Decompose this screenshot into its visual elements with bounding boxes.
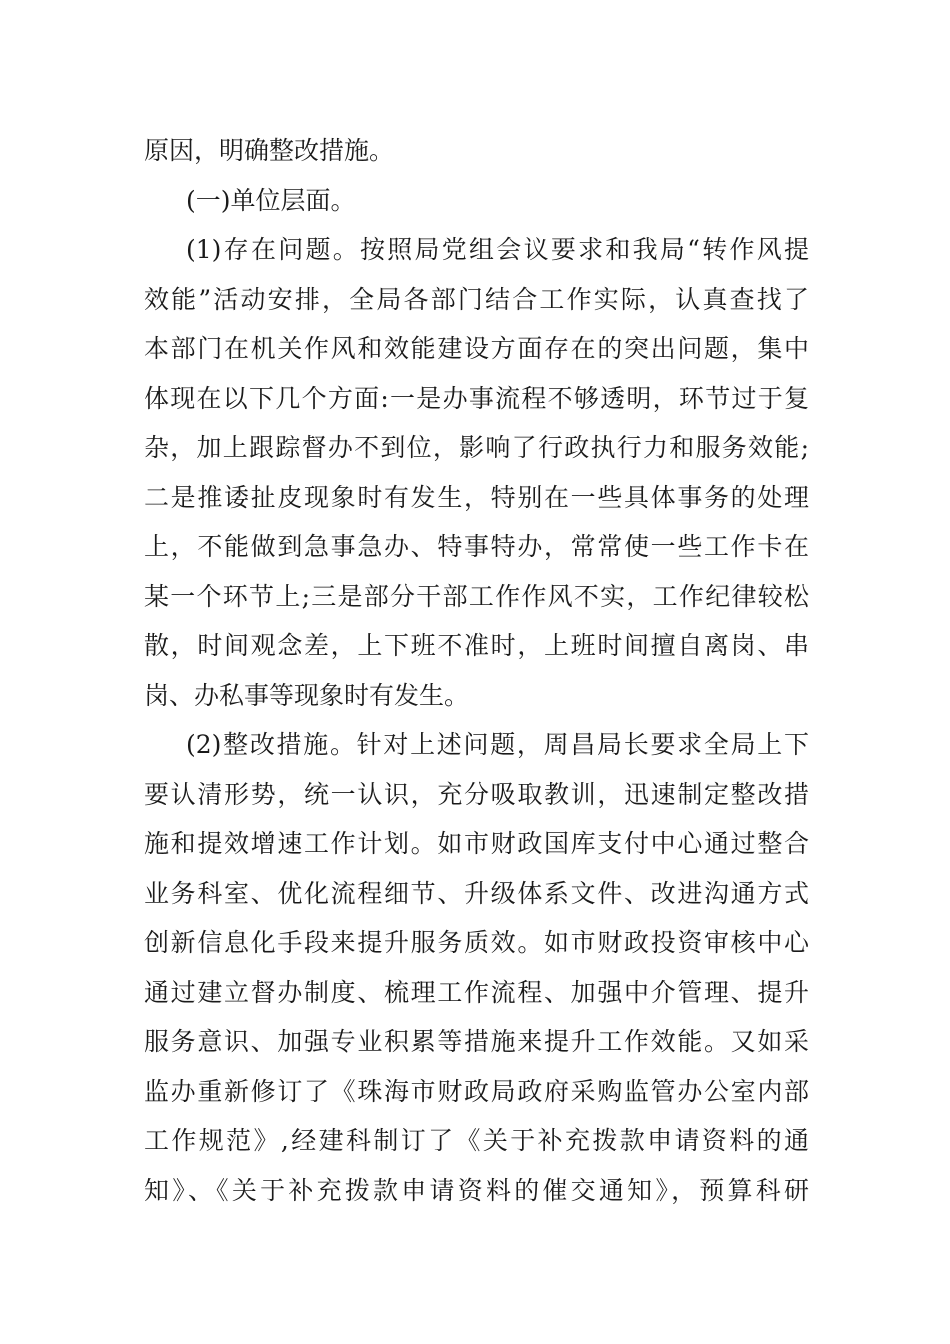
section-heading: (一)单位层面。 bbox=[186, 186, 356, 215]
text-line: (2)整改措施。针对上述问题，周昌局长要求全局上下 bbox=[186, 730, 809, 759]
text-line: 原因，明确整改措施。 bbox=[144, 136, 395, 165]
text-line: 上，不能做到急事急办、特事特办，常常使一些工作卡在 bbox=[144, 532, 809, 561]
text-line: 施和提效增速工作计划。如市财政国库支付中心通过整合 bbox=[144, 829, 809, 858]
text-line: 某一个环节上;三是部分干部工作作风不实，工作纪律较松 bbox=[144, 582, 809, 611]
text-line: 效能”活动安排，全局各部门结合工作实际，认真查找了 bbox=[144, 285, 809, 314]
text-line: 岗、办私事等现象时有发生。 bbox=[144, 681, 470, 710]
text-line: 杂，加上跟踪督办不到位，影响了行政执行力和服务效能; bbox=[144, 433, 809, 462]
text-line: 监办重新修订了《珠海市财政局政府采购监管办公室内部 bbox=[144, 1077, 809, 1106]
text-line: 创新信息化手段来提升服务质效。如市财政投资审核中心 bbox=[144, 928, 809, 957]
text-line: 本部门在机关作风和效能建设方面存在的突出问题，集中 bbox=[144, 334, 809, 363]
text-line: 工作规范》,经建科制订了《关于补充拨款申请资料的通 bbox=[144, 1126, 809, 1155]
text-line: 要认清形势，统一认识，充分吸取教训，迅速制定整改措 bbox=[144, 780, 809, 809]
text-line: (1)存在问题。按照局党组会议要求和我局“转作风提 bbox=[186, 235, 809, 264]
text-line: 业务科室、优化流程细节、升级体系文件、改进沟通方式 bbox=[144, 879, 809, 908]
text-line: 散，时间观念差，上下班不准时，上班时间擅自离岗、串 bbox=[144, 631, 809, 660]
text-line: 知》、《关于补充拨款申请资料的催交通知》，预算科研 bbox=[144, 1176, 809, 1205]
text-line: 服务意识、加强专业积累等措施来提升工作效能。又如采 bbox=[144, 1027, 809, 1056]
text-line: 通过建立督办制度、梳理工作流程、加强中介管理、提升 bbox=[144, 978, 809, 1007]
text-line: 体现在以下几个方面:一是办事流程不够透明，环节过于复 bbox=[144, 384, 809, 413]
text-line: 二是推诿扯皮现象时有发生，特别在一些具体事务的处理 bbox=[144, 483, 809, 512]
